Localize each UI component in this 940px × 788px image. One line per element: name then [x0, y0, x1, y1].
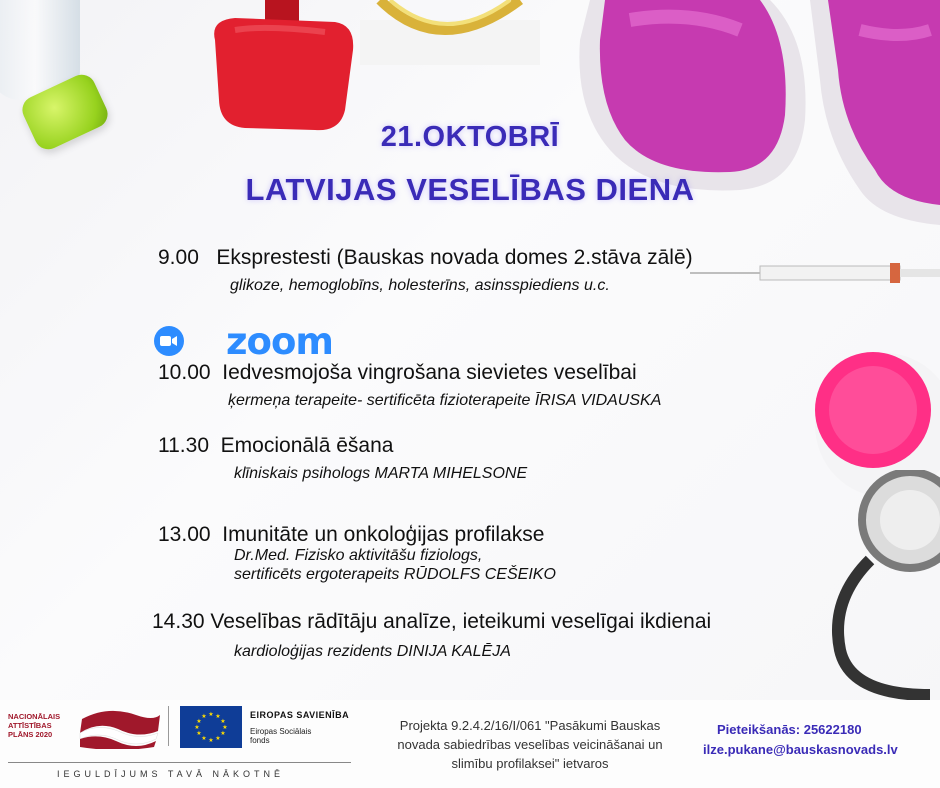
- svg-text:★: ★: [196, 730, 202, 737]
- schedule-detail: sertificēts ergoterapeits RŪDOLFS CEŠEIKO: [234, 566, 556, 583]
- footer-divider: [8, 762, 351, 763]
- event-title: LATVIJAS VESELĪBAS DIENA: [245, 172, 695, 207]
- eu-title: EIROPAS SAVIENĪBA: [250, 710, 350, 720]
- slogan: IEGULDĪJUMS TAVĀ NĀKOTNĒ: [57, 769, 285, 779]
- svg-text:★: ★: [215, 735, 221, 742]
- schedule-time: 11.30: [158, 434, 209, 457]
- dumbbell-image: [205, 0, 355, 135]
- contact-email[interactable]: ilze.pukane@bauskasnovads.lv: [703, 742, 898, 757]
- schedule-detail: glikoze, hemoglobīns, holesterīns, asinsspiediens u.c.: [230, 277, 610, 294]
- schedule-item-2: [158, 361, 637, 385]
- logo-divider: [168, 706, 169, 746]
- schedule-title: Eksprestesti (Bauskas novada domes 2.stāva zālē): [216, 246, 693, 269]
- svg-text:★: ★: [201, 735, 207, 742]
- schedule-detail: klīniskais psihologs MARTA MIHELSONE: [234, 465, 528, 482]
- schedule-item-3: [158, 434, 393, 458]
- schedule-item-4: [158, 523, 544, 547]
- schedule-detail: ķermeņa terapeite- sertificēta fizioterapeite ĪRISA VIDAUSKA: [228, 392, 662, 409]
- event-date: 21.OKTOBRĪ: [380, 121, 560, 153]
- schedule-time: 13.00: [158, 523, 211, 546]
- svg-text:★: ★: [196, 718, 202, 725]
- measuring-tape-image: [350, 0, 550, 70]
- schedule-title: Iedvesmojoša vingrošana sievietes veselībai: [222, 361, 637, 384]
- schedule-time: 10.00: [158, 361, 211, 384]
- svg-text:★: ★: [215, 713, 221, 720]
- syringe-image: [690, 258, 940, 288]
- schedule-time: 9.00: [158, 246, 199, 269]
- svg-text:★: ★: [220, 730, 226, 737]
- schedule-item-5: [152, 610, 711, 634]
- project-info: Projekta 9.2.4.2/16/I/061 "Pasākumi Bauskas novada sabiedrības veselības veicināšanai un slimību profilaksei" ietvaros: [397, 718, 663, 771]
- zoom-logo: zoom: [226, 320, 333, 363]
- svg-text:★: ★: [220, 718, 226, 725]
- nap2020-logo-text: NACIONĀLAIS ATTĪSTĪBAS PLĀNS 2020: [8, 712, 61, 739]
- svg-text:★: ★: [201, 713, 207, 720]
- signup-phone: Pieteikšanās: 25622180: [717, 722, 862, 737]
- schedule-item-1: [158, 246, 693, 270]
- svg-text:★: ★: [194, 724, 200, 731]
- schedule-detail: Dr.Med. Fizisko aktivitāšu fiziologs,: [234, 547, 483, 564]
- eu-flag-icon: [180, 706, 242, 748]
- zoom-icon: [154, 326, 184, 356]
- schedule-title: Imunitāte un onkoloģijas profilakse: [222, 523, 545, 546]
- latvia-flag-logo: [78, 705, 162, 749]
- eu-fund-name: Eiropas Sociālais fonds: [250, 727, 312, 745]
- svg-text:★: ★: [208, 737, 214, 744]
- svg-text:★: ★: [208, 711, 214, 718]
- stethoscope-image: [800, 470, 940, 700]
- schedule-time: 14.30: [152, 610, 205, 633]
- schedule-title: Emocionālā ēšana: [220, 434, 394, 457]
- schedule-detail: kardioloģijas rezidents DINIJA KALĒJA: [234, 643, 511, 660]
- schedule-title: Veselības rādītāju analīze, ieteikumi veselīgai ikdienai: [210, 610, 712, 633]
- svg-text:★: ★: [222, 724, 228, 731]
